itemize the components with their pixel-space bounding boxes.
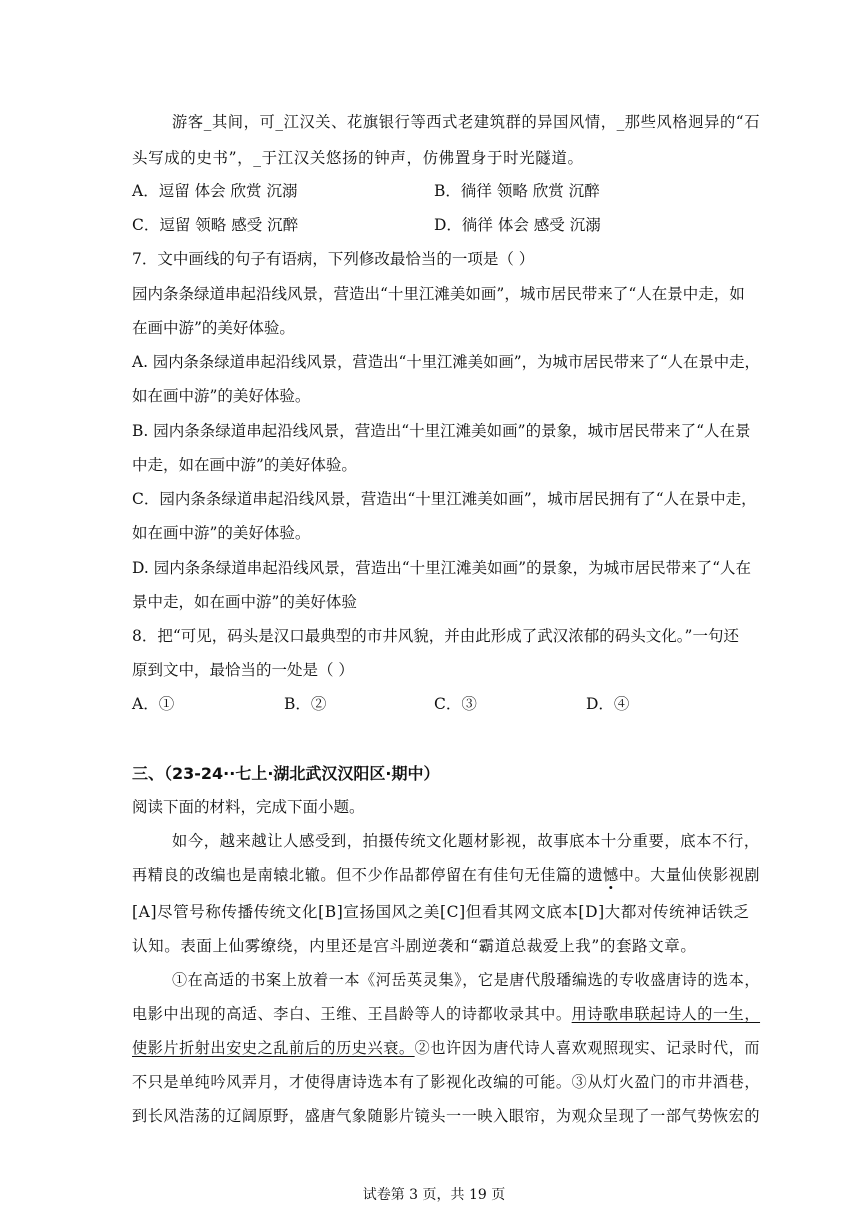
section-instruction: 阅读下面的材料，完成下面小题。 — [132, 798, 365, 816]
passage-text: 中。大量仙侠影视剧 — [618, 866, 761, 884]
underlined-sentence: 用诗歌串联起诗人的一生， — [571, 1005, 761, 1023]
q8-option-b: B．② — [284, 695, 327, 713]
q8-option-d: D．④ — [586, 695, 630, 713]
q8-stem: 8．把“可见，码头是汉口最典型的市井风貌，并由此形成了武汉浓郁的码头文化。”一句还 — [132, 627, 739, 645]
passage-line: 不只是单纯吟风弄月，才使得唐诗选本有了影视化改编的可能。③从灯火盈门的市井酒巷， — [132, 1073, 761, 1091]
q7-option-a: 如在画中游”的美好体验。 — [132, 387, 311, 405]
q7-option-d: D. 园内条条绿道串起沿线风景，营造出“十里江滩美如画”的景象，为城市居民带来了“人在 — [132, 559, 752, 577]
q6-option-a: A．逗留 体会 欣赏 沉溺 — [132, 182, 298, 200]
passage-text: ②也许因为唐代诗人喜欢观照现实、记录时代，而 — [414, 1039, 761, 1057]
passage-line: [A]尽管号称传播传统文化[B]宣扬国风之美[C]但看其网文底本[D]大都对传统神话铁乏 — [132, 903, 750, 921]
q7-sentence: 园内条条绿道串起沿线风景，营造出“十里江滩美如画”，城市居民带来了“人在景中走，如 — [132, 285, 745, 303]
q6-option-d: D．徜徉 体会 感受 沉溺 — [434, 216, 601, 234]
section-heading: 三、（23-24··七上·湖北武汉汉阳区·期中） — [132, 764, 440, 783]
underlined-sentence: 使影片折射出安史之乱前后的历史兴衰。 — [132, 1039, 415, 1057]
passage-line: 如今，越来越让人感受到，拍摄传统文化题材影视，故事底本十分重要，底本不行， — [172, 832, 760, 850]
q7-option-d: 景中走，如在画中游”的美好体验 — [132, 593, 357, 611]
q7-option-c: 如在画中游”的美好体验。 — [132, 524, 311, 542]
passage-line: 认知。表面上仙雾缭绕，内里还是宫斗剧逆袭和“霸道总裁爱上我”的套路文章。 — [132, 937, 697, 955]
passage-text: 电影中出现的高适、李白、王维、王昌龄等人的诗都收录其中。 — [132, 1005, 572, 1023]
q8-option-c: C．③ — [434, 695, 477, 713]
passage-line — [132, 1038, 760, 1058]
passage-line: 到长风浩荡的辽阔原野，盛唐气象随影片镜头一一映入眼帘，为观众呈现了一部气势恢宏的 — [132, 1107, 761, 1125]
q8-stem: 原到文中，最恰当的一处是（ ） — [132, 661, 354, 679]
q7-option-a: A. 园内条条绿道串起沿线风景，营造出“十里江滩美如画”，为城市居民带来了“人在景中走， — [132, 353, 760, 371]
q7-sentence: 在画中游”的美好体验。 — [132, 319, 295, 337]
passage-line — [132, 1004, 760, 1024]
q6-option-c: C．逗留 领略 感受 沉醉 — [132, 216, 299, 234]
q7-option-b: B. 园内条条绿道串起沿线风景，营造出“十里江滩美如画”的景象，城市居民带来了“人在景 — [132, 422, 751, 440]
q7-option-b: 中走，如在画中游”的美好体验。 — [132, 456, 357, 474]
q8-option-a: A．① — [132, 695, 175, 713]
passage-line: ①在高适的书案上放着一本《河岳英灵集》，它是唐代殷璠编选的专收盛唐诗的选本， — [172, 971, 761, 989]
passage-line — [132, 865, 760, 885]
emphasis-dot-char: 憾 — [603, 866, 619, 884]
passage-line: 游客_其间，可_江汉关、花旗银行等西式老建筑群的异国风情，_那些风格迥异的“石 — [172, 113, 761, 131]
q7-option-c: C．园内条条绿道串起沿线风景，营造出“十里江滩美如画”，城市居民拥有了“人在景中走， — [132, 490, 757, 508]
page-footer: 试卷第 3 页，共 19 页 — [362, 1187, 506, 1203]
q6-option-b: B．徜徉 领略 欣赏 沉醉 — [434, 182, 600, 200]
passage-text: 再精良的改编也是南辕北辙。但不少作品都停留在有佳句无佳篇的遗 — [132, 866, 604, 884]
q7-stem: 7．文中画线的句子有语病，下列修改最恰当的一项是（ ） — [132, 250, 535, 268]
passage-line: 头写成的史书”，_于江汉关悠扬的钟声，仿佛置身于时光隧道。 — [132, 149, 584, 167]
